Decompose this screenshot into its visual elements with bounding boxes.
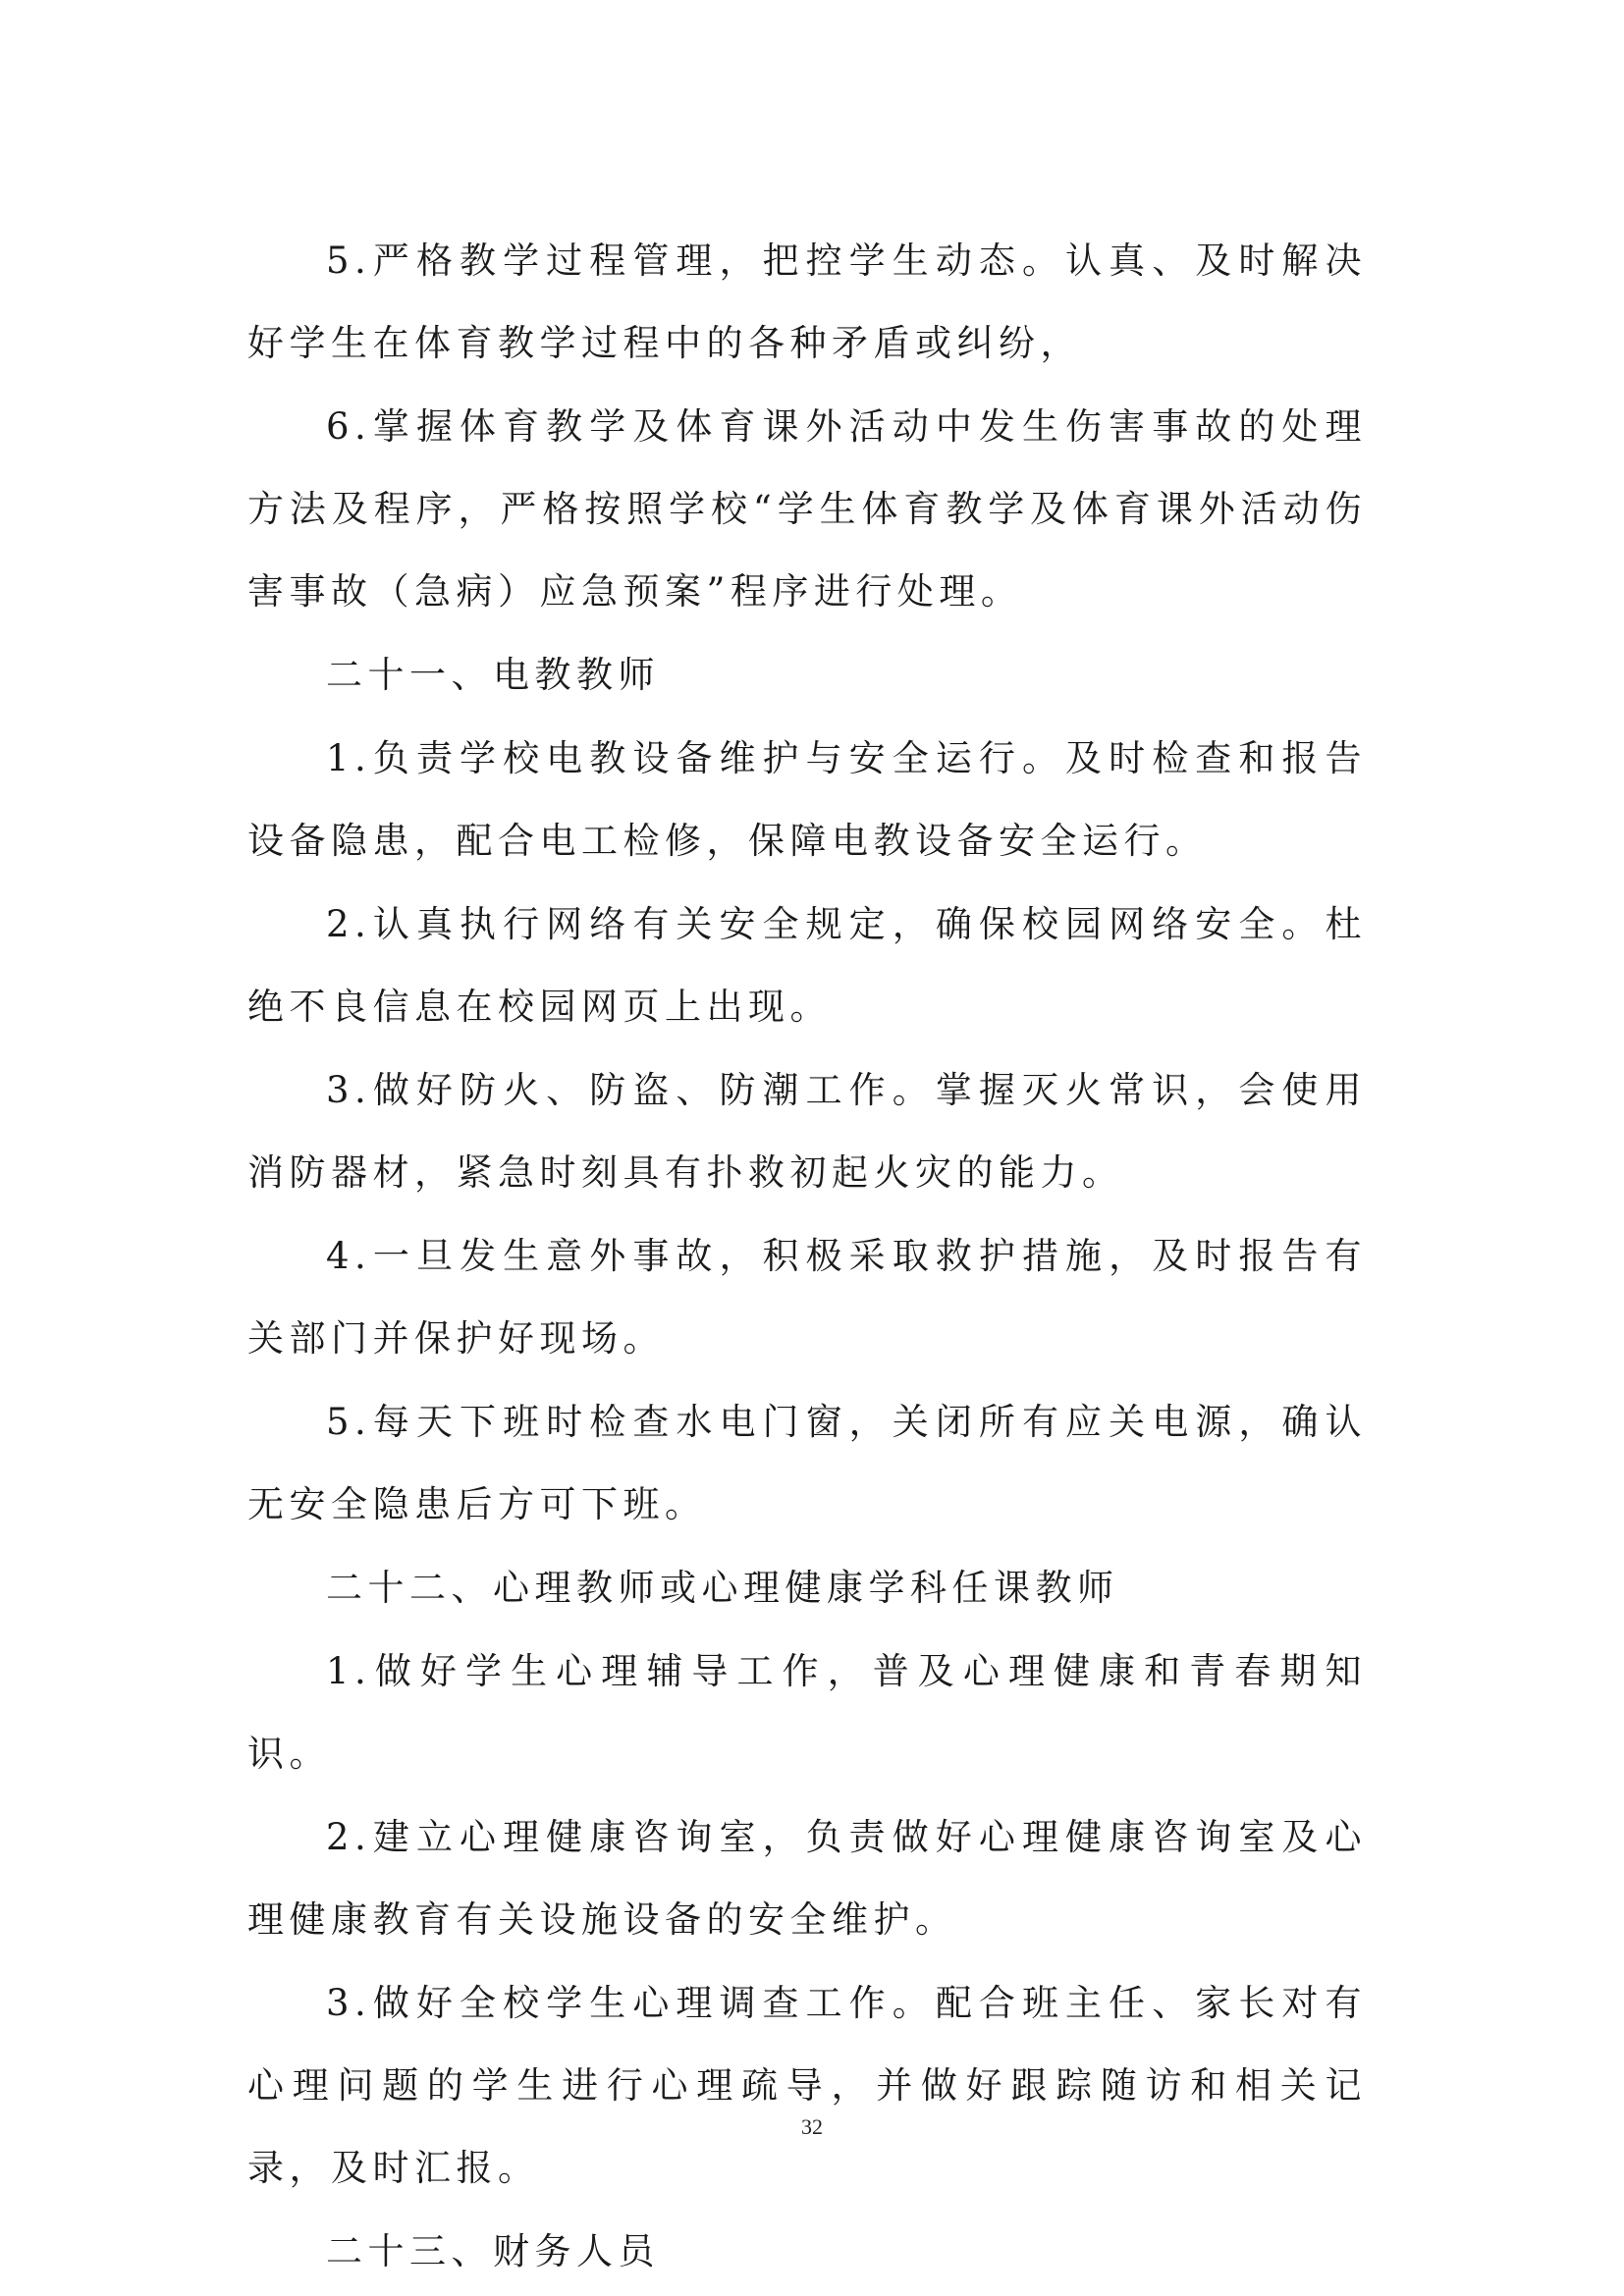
page-number: 32 <box>801 2114 823 2139</box>
section-heading: 二十一、电教教师 <box>326 654 660 696</box>
paragraph: 1.负责学校电教设备维护与安全运行。及时检查和报告设备隐患，配合电工检修，保障电教设备安全运行。 <box>247 737 1367 862</box>
paragraph: 4.一旦发生意外事故，积极采取救护措施，及时报告有关部门并保护好现场。 <box>247 1235 1367 1360</box>
paragraph: 1.做好学生心理辅导工作，普及心理健康和青春期知识。 <box>247 1650 1367 1775</box>
section-heading: 二十三、财务人员 <box>326 2230 660 2272</box>
section-heading: 二十二、心理教师或心理健康学科任课教师 <box>326 1567 1119 1609</box>
paragraph: 3.做好全校学生心理调查工作。配合班主任、家长对有心理问题的学生进行心理疏导，并做好跟踪随访和相关记录，及时汇报。 <box>247 1982 1367 2189</box>
paragraph: 2.建立心理健康咨询室，负责做好心理健康咨询室及心理健康教育有关设施设备的安全维护。 <box>247 1816 1367 1941</box>
body-text <box>247 220 1367 2294</box>
paragraph: 5.严格教学过程管理，把控学生动态。认真、及时解决好学生在体育教学过程中的各种矛盾或纠纷， <box>247 240 1367 364</box>
paragraph: 3.做好防火、防盗、防潮工作。掌握灭火常识，会使用消防器材，紧急时刻具有扑救初起火灾的能力。 <box>247 1069 1367 1194</box>
paragraph: 5.每天下班时检查水电门窗，关闭所有应关电源，确认无安全隐患后方可下班。 <box>247 1401 1367 1525</box>
paragraph: 6.掌握体育教学及体育课外活动中发生伤害事故的处理方法及程序，严格按照学校“学生体育教学及体育课外活动伤害事故（急病）应急预案”程序进行处理。 <box>247 405 1367 613</box>
paragraph: 2.认真执行网络有关安全规定，确保校园网络安全。杜绝不良信息在校园网页上出现。 <box>247 903 1367 1028</box>
